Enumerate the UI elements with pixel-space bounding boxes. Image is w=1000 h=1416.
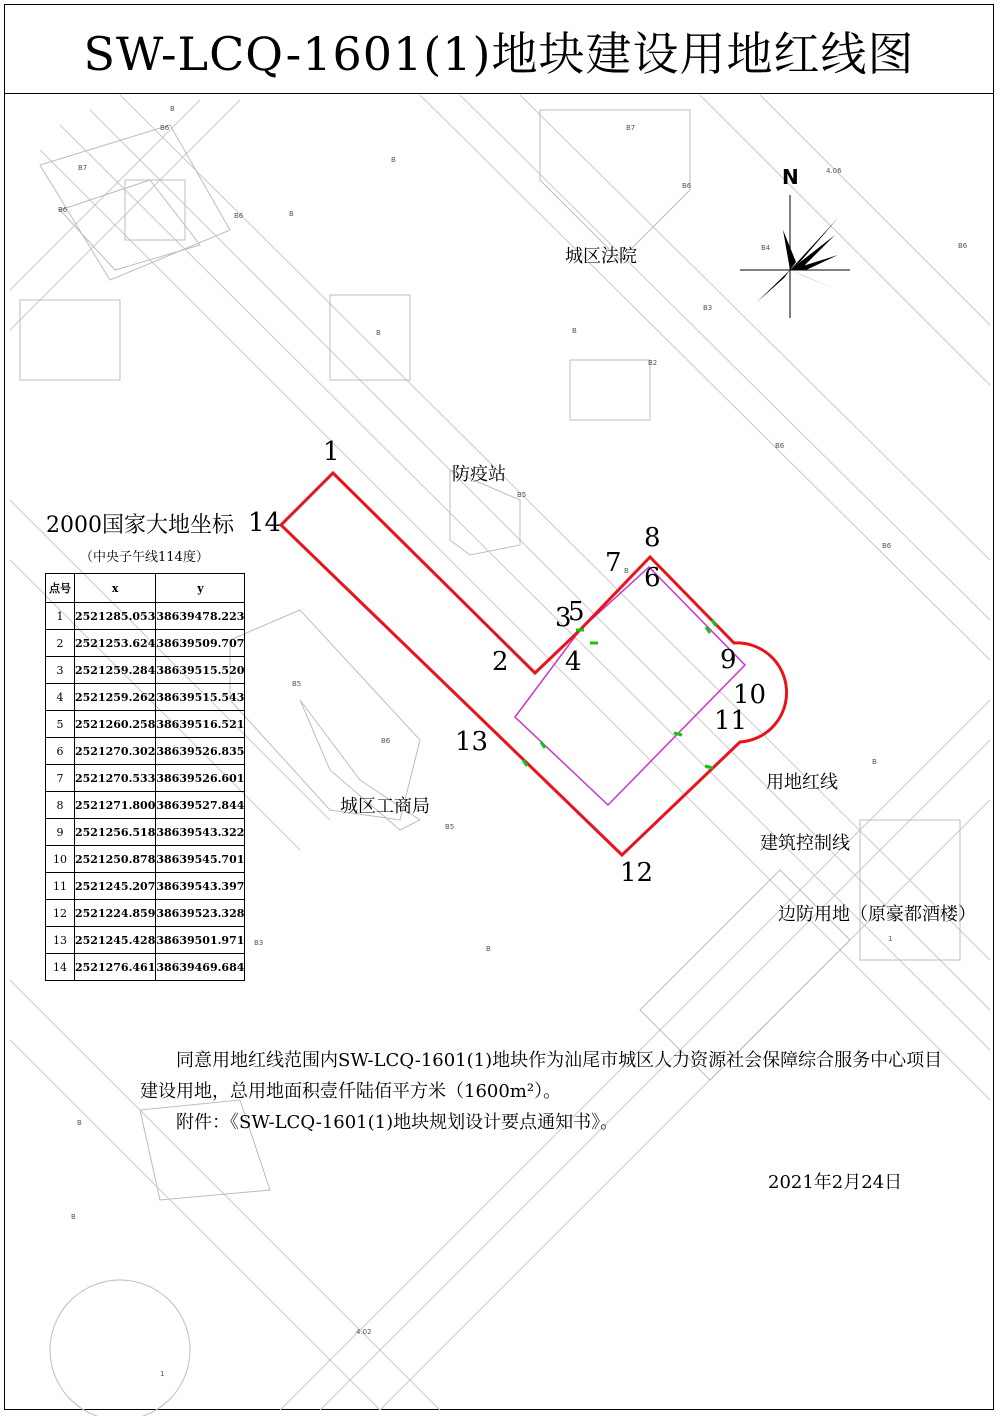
base-map-mark: B: [486, 945, 491, 953]
base-map-mark: B: [391, 156, 396, 164]
x-coordinate-cell: 2521270.533: [75, 765, 156, 792]
point-number-cell: 2: [46, 630, 75, 657]
point-label: 1: [323, 437, 340, 467]
column-header: x: [75, 574, 156, 603]
x-coordinate-cell: 2521259.262: [75, 684, 156, 711]
legend-border-land: 边防用地（原豪都酒楼）: [778, 904, 976, 925]
point-label: 4: [565, 647, 582, 677]
base-map-mark: B4: [761, 244, 771, 252]
point-label: 7: [605, 548, 622, 578]
y-coordinate-cell: 38639543.397: [156, 873, 245, 900]
y-coordinate-cell: 38639478.223: [156, 603, 245, 630]
y-coordinate-cell: 38639545.701: [156, 846, 245, 873]
y-coordinate-cell: 38639469.684: [156, 954, 245, 981]
coordinate-row: [46, 711, 245, 738]
y-coordinate-cell: 38639501.971: [156, 927, 245, 954]
base-map-mark: B6: [682, 182, 692, 190]
y-coordinate-cell: 38639516.521: [156, 711, 245, 738]
coordinate-row: [46, 684, 245, 711]
point-number-cell: 3: [46, 657, 75, 684]
base-map-mark: B: [71, 1213, 76, 1221]
court-label: 城区法院: [565, 246, 637, 267]
point-label: 3: [555, 603, 572, 633]
column-header: y: [156, 574, 245, 603]
base-map-mark: B: [376, 329, 381, 337]
coordinate-row: [46, 603, 245, 630]
base-map-mark: B6: [234, 212, 244, 220]
coordinate-row: [46, 792, 245, 819]
base-map-mark: B5: [445, 823, 455, 831]
point-label: 10: [733, 680, 767, 710]
base-map-mark: B5: [292, 680, 302, 688]
column-header: 点号: [46, 574, 75, 603]
legend-control-line: 建筑控制线: [760, 833, 850, 854]
x-coordinate-cell: 2521245.428: [75, 927, 156, 954]
x-coordinate-cell: 2521285.053: [75, 603, 156, 630]
point-label: 11: [714, 706, 748, 736]
x-coordinate-cell: 2521276.461: [75, 954, 156, 981]
base-map-mark: B6: [58, 206, 68, 214]
coordinate-row: [46, 657, 245, 684]
base-map-mark: B6: [958, 242, 968, 250]
x-coordinate-cell: 2521270.302: [75, 738, 156, 765]
control-markers: [523, 620, 716, 768]
x-coordinate-cell: 2521224.859: [75, 900, 156, 927]
base-map-mark: B6: [381, 737, 391, 745]
coordinate-row: [46, 873, 245, 900]
approval-date: 2021年2月24日: [768, 1172, 903, 1193]
base-map-mark: B: [289, 210, 294, 218]
x-coordinate-cell: 2521250.878: [75, 846, 156, 873]
point-label: 12: [620, 858, 654, 888]
point-label: 5: [568, 597, 585, 627]
base-map-mark: B6: [882, 542, 892, 550]
base-map-mark: B7: [626, 124, 636, 132]
point-number-cell: 5: [46, 711, 75, 738]
base-map-mark: 4.02: [356, 1328, 372, 1336]
x-coordinate-cell: 2521253.624: [75, 630, 156, 657]
base-map-mark: 1: [888, 935, 893, 943]
point-label: 2: [492, 647, 509, 677]
base-map-mark: B: [624, 567, 629, 575]
base-map-mark: B3: [703, 304, 713, 312]
base-map-mark: B2: [648, 359, 658, 367]
coordinate-row: [46, 765, 245, 792]
point-label: 8: [644, 523, 661, 553]
y-coordinate-cell: 38639509.707: [156, 630, 245, 657]
point-number-cell: 6: [46, 738, 75, 765]
coordinate-table-subtitle: （中央子午线114度）: [80, 550, 209, 565]
x-coordinate-cell: 2521245.207: [75, 873, 156, 900]
point-number-cell: 7: [46, 765, 75, 792]
point-number-cell: 11: [46, 873, 75, 900]
base-map-mark: B6: [775, 442, 785, 450]
approval-text: 同意用地红线范围内SW-LCQ-1601(1)地块作为汕尾市城区人力资源社会保障综合服务中心项目建设用地，总用地面积壹仟陆佰平方米（1600m²）。: [140, 1050, 943, 1102]
x-coordinate-cell: 2521259.284: [75, 657, 156, 684]
point-label: 14: [248, 508, 282, 538]
y-coordinate-cell: 38639515.520: [156, 657, 245, 684]
x-coordinate-cell: 2521256.518: [75, 819, 156, 846]
x-coordinate-cell: 2521260.258: [75, 711, 156, 738]
y-coordinate-cell: 38639543.322: [156, 819, 245, 846]
coordinate-row: [46, 900, 245, 927]
coordinate-row: [46, 630, 245, 657]
coordinate-row: [46, 819, 245, 846]
point-number-cell: 8: [46, 792, 75, 819]
point-number-cell: 13: [46, 927, 75, 954]
base-map-mark: B5: [517, 491, 527, 499]
base-map-mark: B7: [78, 164, 88, 172]
point-number-cell: 9: [46, 819, 75, 846]
base-map-mark: 1: [160, 1370, 165, 1378]
coordinate-table-title: 2000国家大地坐标: [46, 513, 234, 538]
point-number-cell: 10: [46, 846, 75, 873]
point-number-cell: 4: [46, 684, 75, 711]
page-title: SW-LCQ-1601(1)地块建设用地红线图: [83, 27, 915, 81]
north-arrow: [740, 195, 850, 318]
attachment-text: 附件：《SW-LCQ-1601(1)地块规划设计要点通知书》。: [176, 1112, 619, 1133]
coordinate-table: [45, 573, 245, 981]
y-coordinate-cell: 38639523.328: [156, 900, 245, 927]
y-coordinate-cell: 38639526.601: [156, 765, 245, 792]
y-coordinate-cell: 38639515.543: [156, 684, 245, 711]
epidemic-station-label: 防疫站: [452, 464, 506, 485]
north-label: N: [782, 165, 799, 189]
base-map-mark: B6: [160, 124, 170, 132]
base-map-mark: B: [170, 105, 175, 113]
base-map-mark: B: [872, 758, 877, 766]
base-map-mark: 4.06: [826, 167, 842, 175]
approval-note: [140, 1045, 960, 1138]
coordinate-row: [46, 954, 245, 981]
coordinate-row: [46, 846, 245, 873]
base-map-mark: B: [572, 327, 577, 335]
point-label: 13: [455, 727, 489, 757]
commerce-bureau-label: 城区工商局: [340, 796, 430, 817]
legend-red-line: 用地红线: [766, 772, 838, 793]
base-map-mark: B3: [254, 939, 264, 947]
coordinate-row: [46, 927, 245, 954]
base-map-mark: B: [77, 1119, 82, 1127]
point-number-cell: 12: [46, 900, 75, 927]
point-number-cell: 14: [46, 954, 75, 981]
x-coordinate-cell: 2521271.800: [75, 792, 156, 819]
coordinate-row: [46, 738, 245, 765]
point-label: 9: [720, 645, 737, 675]
y-coordinate-cell: 38639526.835: [156, 738, 245, 765]
point-number-cell: 1: [46, 603, 75, 630]
y-coordinate-cell: 38639527.844: [156, 792, 245, 819]
point-label: 6: [644, 563, 661, 593]
